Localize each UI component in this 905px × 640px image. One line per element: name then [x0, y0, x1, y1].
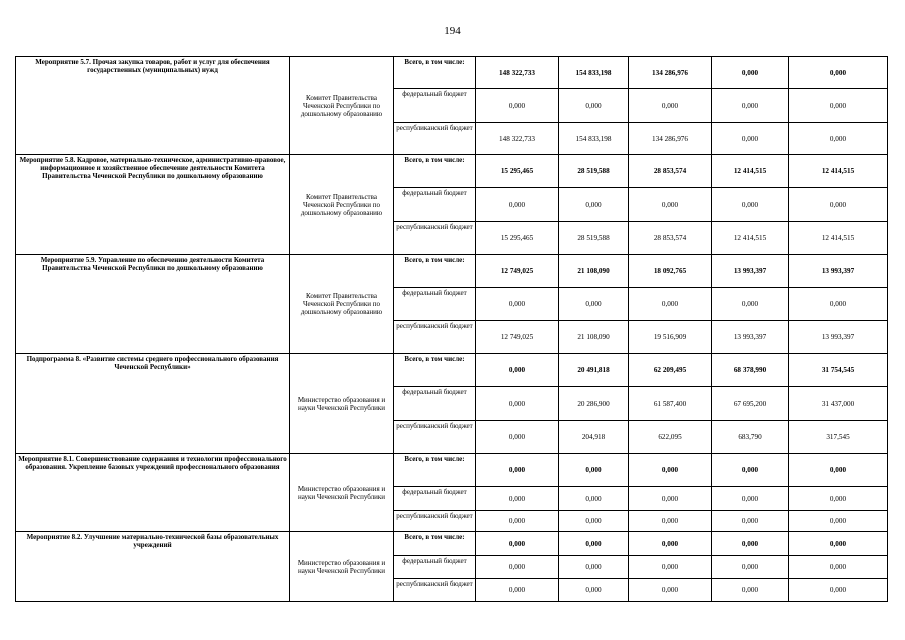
amount-cell: 0,000: [712, 511, 789, 532]
amount-cell: 0,000: [789, 288, 888, 321]
amount-cell: 21 108,090: [559, 255, 629, 288]
amount-cell: 19 516,909: [629, 321, 712, 354]
amount-cell: 31 754,545: [789, 354, 888, 387]
amount-cell: 13 993,397: [789, 255, 888, 288]
amount-cell: 0,000: [476, 387, 559, 421]
amount-cell: 12 749,025: [476, 255, 559, 288]
amount-cell: 0,000: [629, 511, 712, 532]
amount-cell: 0,000: [712, 532, 789, 556]
amount-cell: 12 414,515: [789, 155, 888, 188]
amount-cell: 0,000: [559, 454, 629, 487]
amount-cell: 0,000: [476, 556, 559, 579]
amount-cell: 0,000: [476, 188, 559, 222]
amount-cell: 0,000: [712, 487, 789, 511]
amount-cell: 0,000: [476, 579, 559, 602]
amount-cell: 0,000: [629, 89, 712, 123]
amount-cell: 0,000: [476, 354, 559, 387]
amount-cell: 0,000: [476, 487, 559, 511]
amount-cell: 0,000: [476, 288, 559, 321]
executor-name: Министерство образования и науки Чеченской Республики: [290, 354, 394, 454]
amount-cell: 18 092,765: [629, 255, 712, 288]
funding-source-label: федеральный бюджет: [394, 387, 476, 421]
page-number: 194: [444, 25, 461, 37]
amount-cell: 0,000: [559, 188, 629, 222]
budget-table: [15, 56, 888, 602]
amount-cell: 622,095: [629, 421, 712, 454]
amount-cell: 0,000: [789, 487, 888, 511]
executor-name: Комитет Правительства Чеченской Республики по дошкольному образованию: [290, 255, 394, 354]
amount-cell: 0,000: [789, 89, 888, 123]
amount-cell: 67 695,200: [712, 387, 789, 421]
amount-cell: 0,000: [559, 511, 629, 532]
funding-source-label: Всего, в том числе:: [394, 57, 476, 89]
amount-cell: 0,000: [712, 288, 789, 321]
block-total-row: [16, 255, 888, 288]
amount-cell: 0,000: [559, 487, 629, 511]
funding-source-label: Всего, в том числе:: [394, 532, 476, 556]
amount-cell: 154 833,198: [559, 57, 629, 89]
activity-name: Мероприятие 8.1. Совершенствование содержания и технологии профессионального образования. Укрепление базовых учреждений профессионального образования: [16, 454, 290, 532]
funding-source-label: Всего, в том числе:: [394, 255, 476, 288]
funding-source-label: федеральный бюджет: [394, 556, 476, 579]
amount-cell: 0,000: [476, 89, 559, 123]
amount-cell: 0,000: [712, 454, 789, 487]
block-total-row: [16, 532, 888, 556]
activity-name: Мероприятие 5.8. Кадровое, материально-техническое, административно-правовое, информационное и хозяйственное обеспечение деятельности Комитета Правительства Чеченской Республики по дошкольному образованию: [16, 155, 290, 255]
amount-cell: 317,545: [789, 421, 888, 454]
amount-cell: 154 833,198: [559, 123, 629, 155]
amount-cell: 0,000: [712, 556, 789, 579]
amount-cell: 12 414,515: [712, 222, 789, 255]
funding-source-label: федеральный бюджет: [394, 288, 476, 321]
amount-cell: 0,000: [712, 89, 789, 123]
amount-cell: 0,000: [476, 511, 559, 532]
amount-cell: 0,000: [789, 511, 888, 532]
funding-source-label: республиканский бюджет: [394, 421, 476, 454]
amount-cell: 0,000: [629, 487, 712, 511]
amount-cell: 20 491,818: [559, 354, 629, 387]
amount-cell: 0,000: [476, 454, 559, 487]
amount-cell: 0,000: [629, 188, 712, 222]
amount-cell: 0,000: [712, 579, 789, 602]
block-total-row: [16, 57, 888, 89]
amount-cell: 0,000: [559, 579, 629, 602]
funding-source-label: республиканский бюджет: [394, 511, 476, 532]
amount-cell: 148 322,733: [476, 123, 559, 155]
funding-source-label: Всего, в том числе:: [394, 155, 476, 188]
amount-cell: 134 286,976: [629, 57, 712, 89]
block-total-row: [16, 454, 888, 487]
amount-cell: 28 853,574: [629, 155, 712, 188]
amount-cell: 12 749,025: [476, 321, 559, 354]
amount-cell: 0,000: [789, 556, 888, 579]
executor-name: Комитет Правительства Чеченской Республики по дошкольному образованию: [290, 155, 394, 255]
amount-cell: 0,000: [629, 532, 712, 556]
amount-cell: 21 108,090: [559, 321, 629, 354]
funding-source-label: Всего, в том числе:: [394, 354, 476, 387]
amount-cell: 0,000: [559, 288, 629, 321]
amount-cell: 204,918: [559, 421, 629, 454]
amount-cell: 12 414,515: [712, 155, 789, 188]
amount-cell: 13 993,397: [712, 321, 789, 354]
amount-cell: 0,000: [789, 532, 888, 556]
funding-source-label: республиканский бюджет: [394, 123, 476, 155]
amount-cell: 15 295,465: [476, 222, 559, 255]
amount-cell: 28 519,588: [559, 222, 629, 255]
amount-cell: 134 286,976: [629, 123, 712, 155]
amount-cell: 13 993,397: [789, 321, 888, 354]
block-total-row: [16, 155, 888, 188]
amount-cell: 68 378,990: [712, 354, 789, 387]
activity-name: Мероприятие 5.7. Прочая закупка товаров, работ и услуг для обеспечения государственных (муниципальных) нужд: [16, 57, 290, 155]
executor-name: Министерство образования и науки Чеченской Республики: [290, 532, 394, 602]
amount-cell: 0,000: [476, 421, 559, 454]
funding-source-label: республиканский бюджет: [394, 321, 476, 354]
funding-source-label: республиканский бюджет: [394, 579, 476, 602]
funding-source-label: федеральный бюджет: [394, 89, 476, 123]
amount-cell: 0,000: [789, 123, 888, 155]
amount-cell: 0,000: [789, 188, 888, 222]
amount-cell: 0,000: [559, 556, 629, 579]
funding-source-label: республиканский бюджет: [394, 222, 476, 255]
amount-cell: 0,000: [629, 454, 712, 487]
amount-cell: 683,790: [712, 421, 789, 454]
funding-source-label: федеральный бюджет: [394, 188, 476, 222]
amount-cell: 0,000: [476, 532, 559, 556]
amount-cell: 28 853,574: [629, 222, 712, 255]
amount-cell: 148 322,733: [476, 57, 559, 89]
amount-cell: 0,000: [789, 454, 888, 487]
amount-cell: 0,000: [789, 57, 888, 89]
amount-cell: 0,000: [629, 556, 712, 579]
amount-cell: 0,000: [712, 57, 789, 89]
activity-name: Мероприятие 8.2. Улучшение материально-технической базы образовательных учреждений: [16, 532, 290, 602]
executor-name: Комитет Правительства Чеченской Республики по дошкольному образованию: [290, 57, 394, 155]
activity-name: Мероприятие 5.9. Управление по обеспечению деятельности Комитета Правительства Чеченской Республики по дошкольному образованию: [16, 255, 290, 354]
amount-cell: 13 993,397: [712, 255, 789, 288]
amount-cell: 0,000: [789, 579, 888, 602]
funding-source-label: федеральный бюджет: [394, 487, 476, 511]
amount-cell: 12 414,515: [789, 222, 888, 255]
amount-cell: 0,000: [629, 288, 712, 321]
amount-cell: 0,000: [712, 188, 789, 222]
amount-cell: 0,000: [712, 123, 789, 155]
amount-cell: 31 437,000: [789, 387, 888, 421]
amount-cell: 0,000: [629, 579, 712, 602]
block-total-row: [16, 354, 888, 387]
activity-name: Подпрограмма 8. «Развитие системы среднего профессионального образования Чеченской Республики»: [16, 354, 290, 454]
amount-cell: 0,000: [559, 532, 629, 556]
amount-cell: 28 519,588: [559, 155, 629, 188]
funding-source-label: Всего, в том числе:: [394, 454, 476, 487]
executor-name: Министерство образования и науки Чеченской Республики: [290, 454, 394, 532]
amount-cell: 62 209,495: [629, 354, 712, 387]
amount-cell: 20 286,900: [559, 387, 629, 421]
amount-cell: 15 295,465: [476, 155, 559, 188]
amount-cell: 0,000: [559, 89, 629, 123]
amount-cell: 61 587,400: [629, 387, 712, 421]
